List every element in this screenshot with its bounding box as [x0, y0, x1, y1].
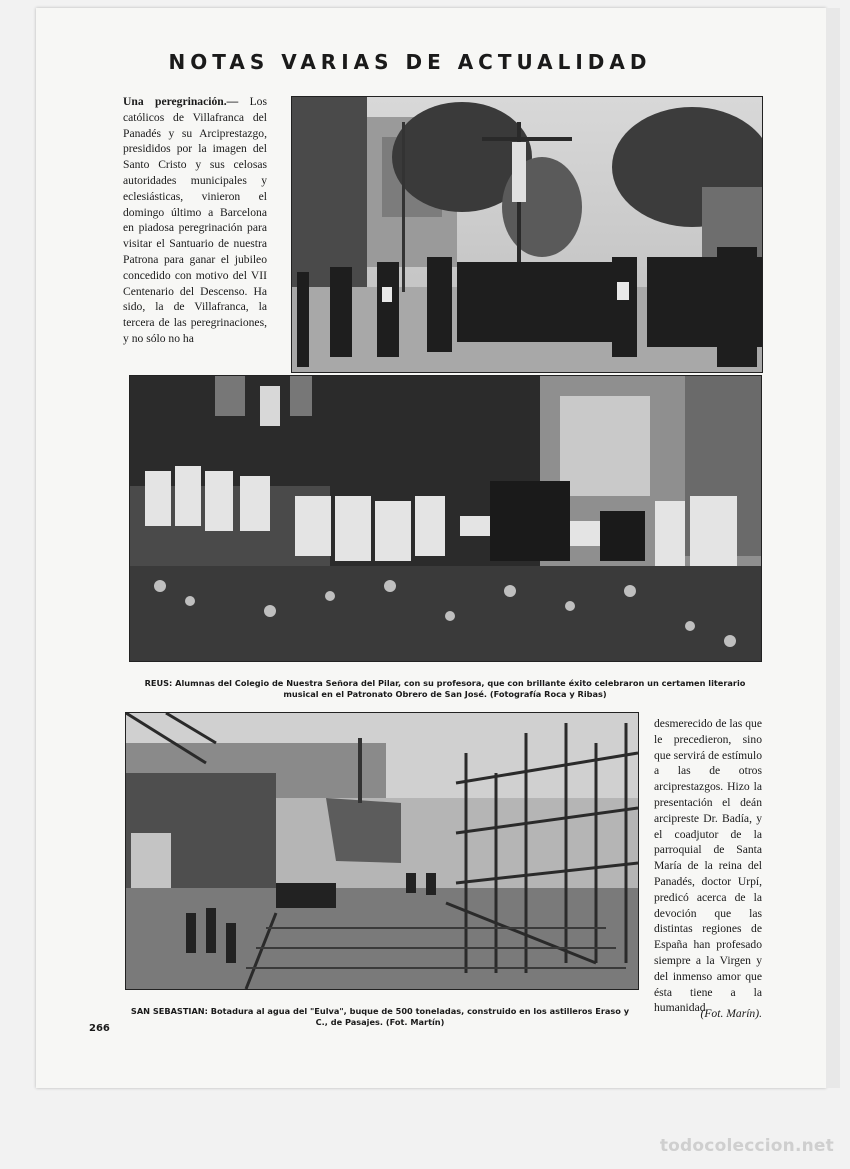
reus-students-photo: [129, 375, 762, 662]
photo-credit: (Fot. Marín).: [700, 1007, 762, 1020]
procession-photo: [291, 96, 763, 373]
shipyard-caption-place: SAN SEBASTIAN:: [130, 1006, 208, 1016]
article-column-left: [123, 94, 267, 347]
shipyard-photo: [125, 712, 639, 990]
article-lead: Una peregrinación.—: [123, 95, 239, 108]
reus-caption: [140, 678, 750, 700]
reus-caption-text: Alumnas del Colegio de Nuestra Señora del Pilar, con su profesora, que con brillante éxito celebraron un certamen literario musical en el Patronato Obrero de San José. (Fotografía Roca y Ribas): [175, 678, 746, 699]
article-text-left: Los católicos de Villafranca del Panadés y su Arciprestazgo, presididos por la imagen del Santo Cristo y sus celosas autoridades municipales y eclesiásticas, vinieron el domingo último a Barcelona en piadosa peregrinación para visitar el Santuario de nuestra Patrona para ganar el jubileo concedido con motivo del VII Centenario del Descenso. Ha sido, la de Villafranca, la tercera de las peregrinaciones, y no sólo no ha: [123, 95, 267, 345]
shipyard-caption-text: Botadura al agua del "Eulva", buque de 500 toneladas, construido en los astilleros Eraso y C., de Pasajes. (Fot. Martín): [210, 1006, 630, 1027]
shipyard-caption: [130, 1006, 630, 1028]
page-edge: [826, 8, 840, 1088]
article-column-right: desmerecido de las que le precedieron, sino que servirá de estímulo a las de otros arciprestazgos. Hizo la presentación el deán arcipreste Dr. Badía, y el coadjutor de la parroquial de Santa María de la reina del Panadés, doctor Urpí, predicó acerca de la devoción que las distintas regiones de España han profesado siempre a la Virgen y del inmenso amor que ésta tiene a la humanidad.: [654, 717, 762, 1015]
page-number: 266: [89, 1023, 110, 1034]
watermark: todocoleccion.net: [659, 1136, 834, 1156]
reus-caption-place: REUS:: [144, 678, 173, 688]
page-title: NOTAS VARIAS DE ACTUALIDAD: [168, 50, 652, 74]
